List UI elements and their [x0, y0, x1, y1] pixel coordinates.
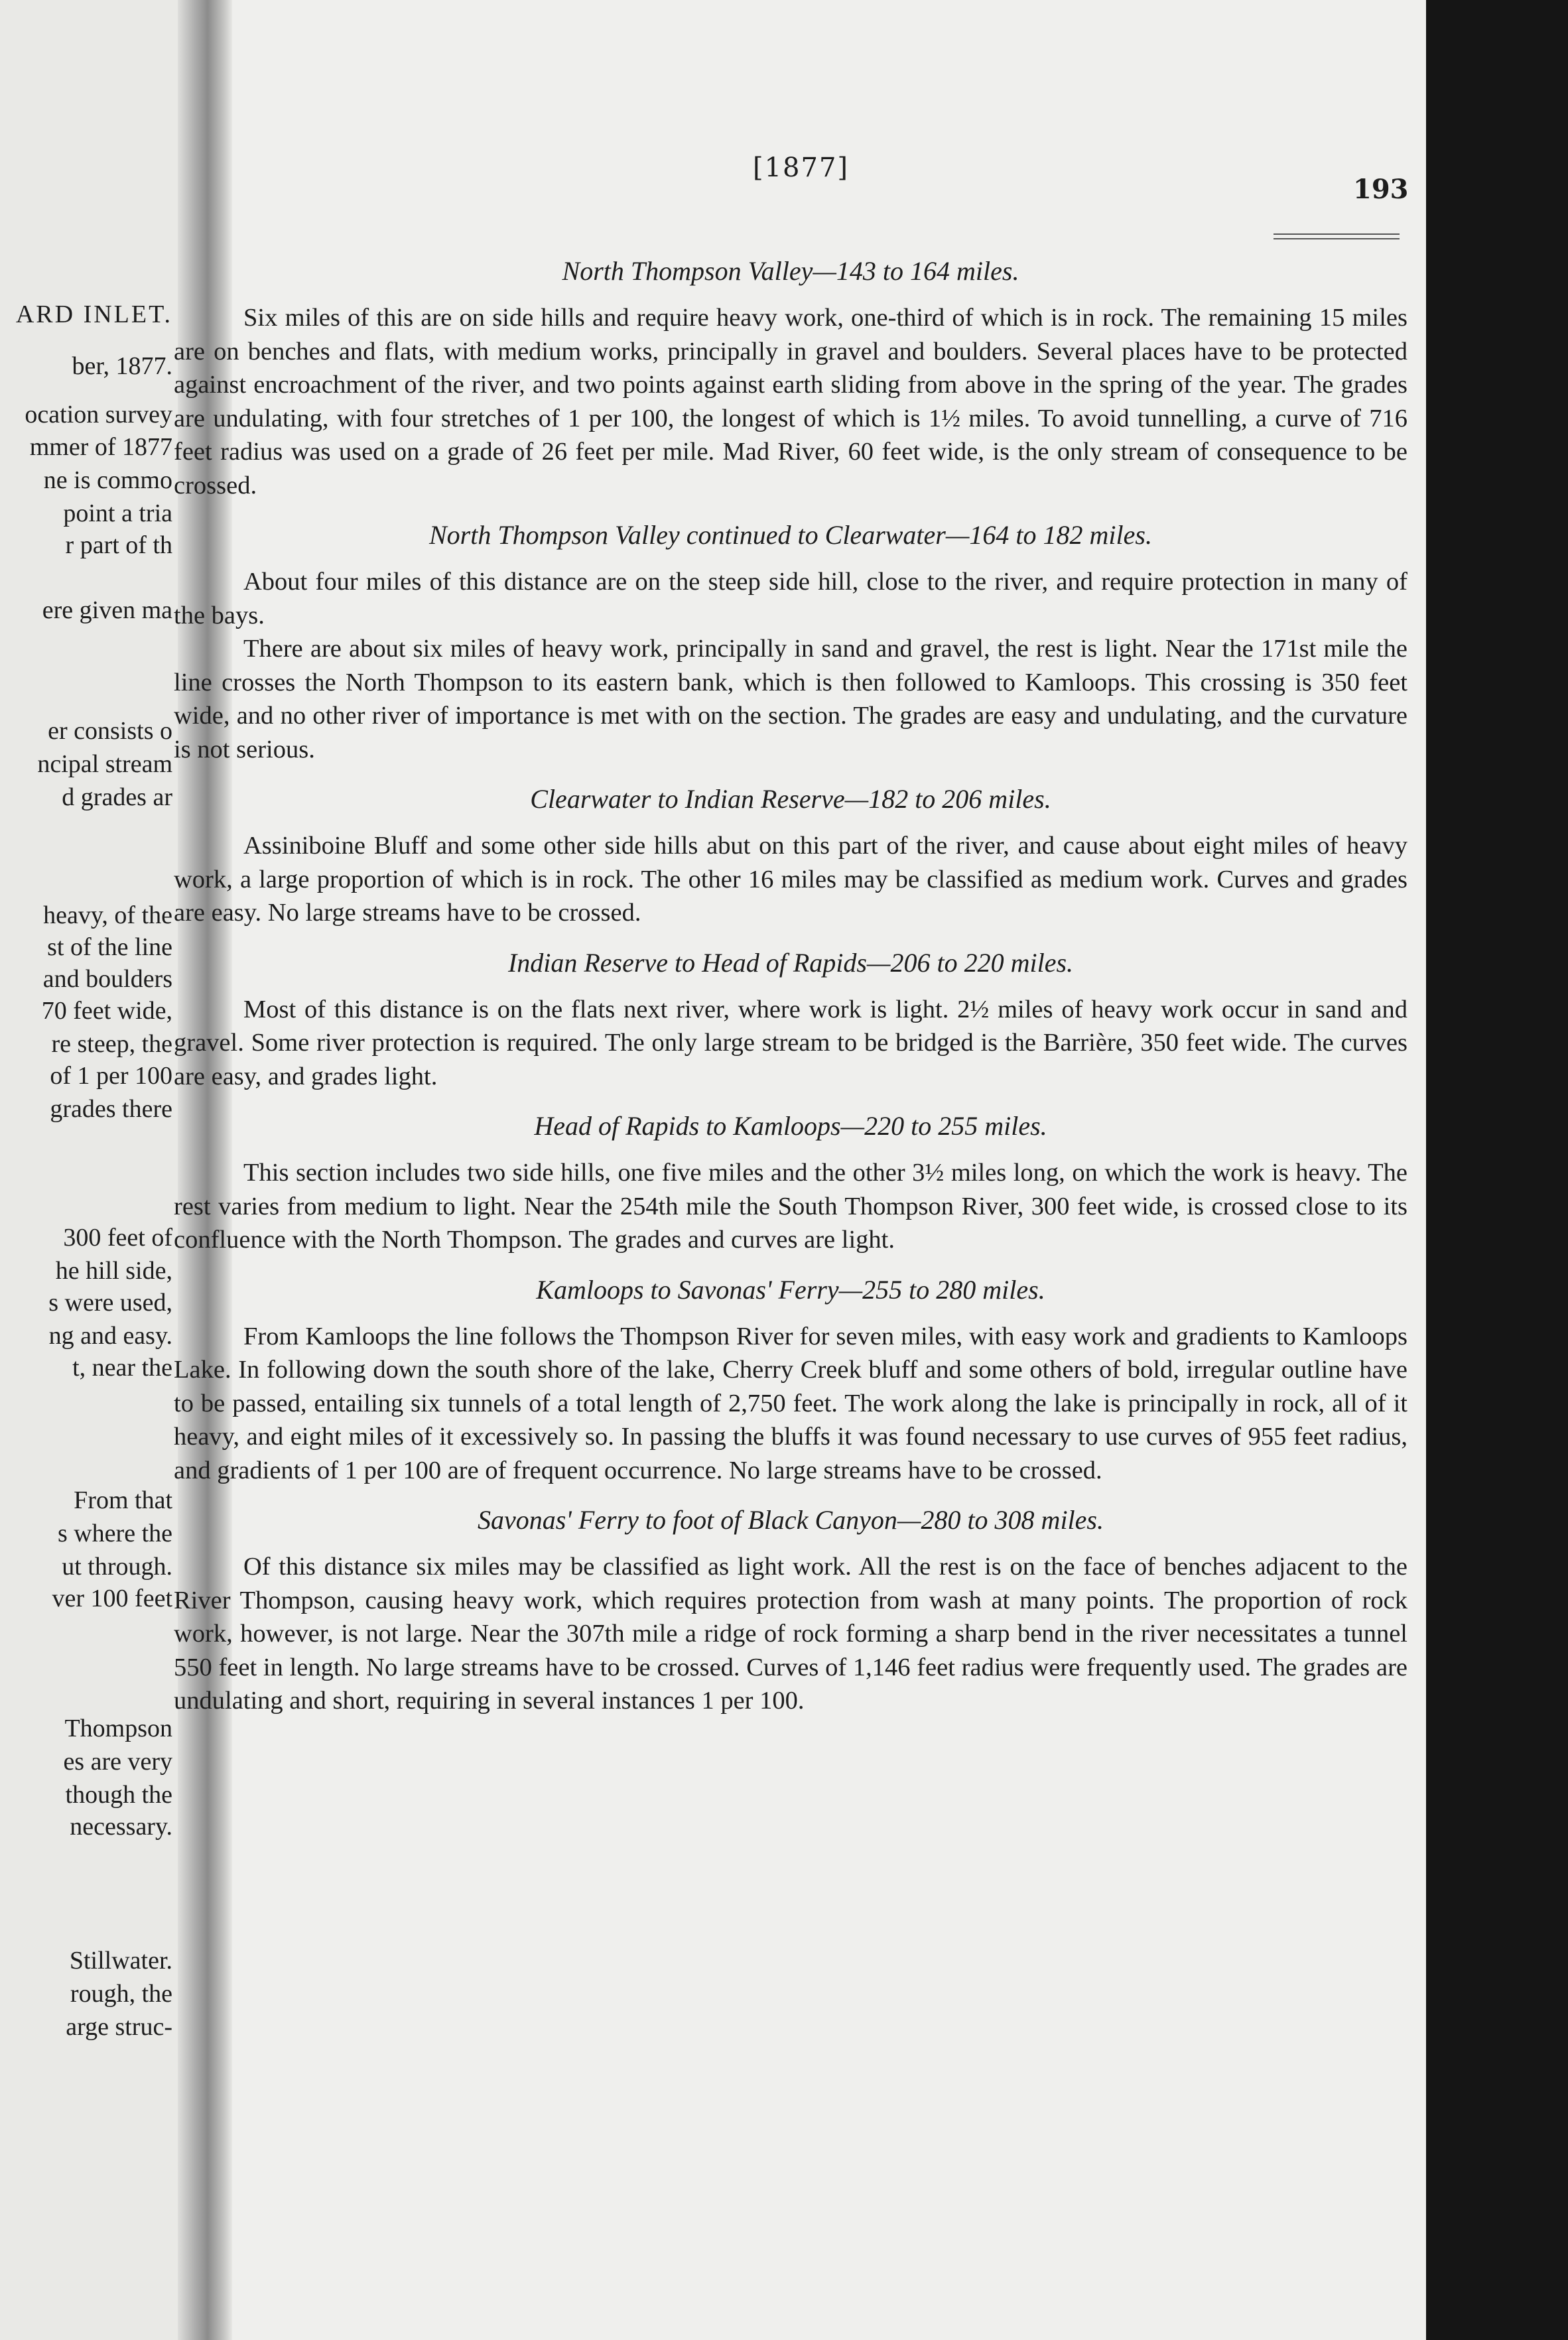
paragraph: Six miles of this are on side hills and require heavy work, one-third of which is in rock. The remaining 15 miles are on benches and flats, with medium works, principally in gravel and boulders. Several places have to be protected against encroachment of the river, and two points against earth sliding from above in the spring of the year. The grades are undulating, with four stretches of 1 per 100, the longest of which is 1½ miles. To avoid tunnelling, a curve of 716 feet radius was used on a grade of 26 feet per mile. Mad River, 60 feet wide, is the only stream of consequence to be crossed.	[174, 304, 1407, 499]
left-page-line: s where the	[57, 1520, 172, 1547]
section-heading: North Thompson Valley continued to Clearwater—164 to 182 miles.	[429, 520, 1152, 550]
section-clearwater-to-indian-reserve	[174, 783, 1407, 930]
scan-border	[1426, 0, 1568, 2340]
left-page-line: t, near the	[72, 1354, 172, 1382]
paragraph: Of this distance six miles may be classified as light work. All the rest is on the face of benches adjacent to the River Thompson, causing heavy work, which requires protection from wash at many points. The proportion of rock work, however, is not large. Near the 307th mile a ridge of rock forming a sharp bend in the river necessitates a tunnel 550 feet in length. No large streams have to be crossed. Curves of 1,146 feet radius were frequently used. The grades are undulating and short, requiring in several instances 1 per 100.	[174, 1553, 1407, 1715]
header-rule	[1274, 233, 1400, 239]
section-heading: Indian Reserve to Head of Rapids—206 to 220 miles.	[507, 947, 1074, 978]
left-page-line: d grades ar	[62, 783, 172, 811]
section-heading: Clearwater to Indian Reserve—182 to 206 miles.	[530, 784, 1051, 814]
section-north-thompson-valley	[174, 255, 1407, 502]
left-page-line: grades there	[50, 1095, 172, 1123]
section-heading: Savonas' Ferry to foot of Black Canyon—280 to 308 miles.	[477, 1505, 1104, 1535]
left-page-line: rough, the	[70, 1980, 172, 2008]
left-page-line: arge struc-	[66, 2013, 172, 2041]
left-page-line: st of the line	[47, 933, 172, 961]
left-page-line: r part of th	[65, 531, 172, 559]
left-page-line: ut through.	[62, 1553, 172, 1581]
left-page-line: point a tria	[63, 499, 172, 527]
section-savonas-ferry-to-black-canyon	[174, 1504, 1407, 1718]
left-page-line: ncipal stream	[37, 750, 172, 778]
left-page-line: 70 feet wide,	[41, 997, 172, 1025]
left-page-line: ocation survey	[25, 401, 172, 428]
left-page-line: Stillwater.	[69, 1947, 172, 1975]
left-page-line: of 1 per 100	[50, 1062, 172, 1090]
section-heading: Kamloops to Savonas' Ferry—255 to 280 miles.	[536, 1274, 1045, 1305]
paragraph: Assiniboine Bluff and some other side hills abut on this part of the river, and cause about eight miles of heavy work, a large proportion of which is in rock. The other 16 miles may be classified as medium work. Curves and grades are easy. No large streams have to be crossed.	[174, 832, 1407, 927]
paragraph: From Kamloops the line follows the Thompson River for seven miles, with easy work and gradients to Kamloops Lake. In following down the south shore of the lake, Cherry Creek bluff and some others of bold, irregular outline have to be passed, entailing six tunnels of a total length of 2,750 feet. The work along the lake is principally in rock, all of it heavy, and eight miles of it excessively so. In passing the bluffs it was found necessary to use curves of 955 feet radius, and gradients of 1 per 100 are of frequent occurrence. No large streams have to be crossed.	[174, 1322, 1407, 1484]
section-to-clearwater	[174, 519, 1407, 766]
left-page-line: ver 100 feet	[52, 1585, 172, 1612]
left-page-line: Thompson	[64, 1715, 172, 1742]
section-kamloops-to-savonas-ferry	[174, 1274, 1407, 1488]
left-page-line: ARD INLET.	[15, 300, 172, 328]
left-page-line: necessary.	[70, 1813, 172, 1841]
left-page-line: es are very	[63, 1748, 172, 1776]
section-indian-reserve-to-head-of-rapids	[174, 947, 1407, 1094]
running-head: [1877]	[753, 153, 850, 183]
paragraph: Most of this distance is on the flats next river, where work is light. 2½ miles of heavy work occur in sand and gravel. Some river protection is required. The only large stream to be bridged is the Barrière, 350 feet wide. The curves are easy, and grades light.	[174, 995, 1407, 1090]
left-page-line: ber, 1877.	[72, 352, 172, 380]
left-page-line: ere given ma	[42, 596, 172, 624]
left-page-line: s were used,	[48, 1289, 172, 1317]
page-body	[174, 255, 1407, 1735]
paragraph: This section includes two side hills, one five miles and the other 3½ miles long, on which the work is heavy. The rest varies from medium to light. Near the 254th mile the South Thompson River, 300 feet wide, is crossed close to its confluence with the North Thompson. The grades and curves are light.	[174, 1159, 1407, 1254]
section-heading: Head of Rapids to Kamloops—220 to 255 miles.	[534, 1111, 1047, 1141]
section-heading: North Thompson Valley—143 to 164 miles.	[562, 256, 1019, 286]
left-page-line: heavy, of the	[43, 901, 172, 929]
left-page-line: ne is commo	[43, 466, 172, 494]
left-page-line: though the	[65, 1781, 172, 1809]
left-page-line: From that	[74, 1486, 172, 1514]
left-page-line: he hill side,	[55, 1257, 172, 1285]
left-page-line: 300 feet of	[63, 1224, 172, 1252]
left-page-line: mmer of 1877	[29, 433, 172, 461]
left-page-line: re steep, the	[51, 1030, 172, 1058]
facing-page-edge	[0, 0, 199, 2340]
page-number: 193	[1353, 174, 1409, 205]
paragraph: There are about six miles of heavy work, principally in sand and gravel, the rest is light. Near the 171st mile the line crosses the North Thompson to its eastern bank, which is then followed to Kamloops. This crossing is 350 feet wide, and no other river of importance is met with on the section. The grades are easy and undulating, and the curvature is not serious.	[174, 635, 1407, 763]
paragraph: About four miles of this distance are on the steep side hill, close to the river, and require protection in many of the bays.	[174, 568, 1407, 629]
left-page-line: and boulders	[42, 965, 172, 993]
left-page-line: er consists o	[48, 717, 172, 745]
section-head-of-rapids-to-kamloops	[174, 1110, 1407, 1257]
left-page-line: ng and easy.	[48, 1322, 172, 1350]
